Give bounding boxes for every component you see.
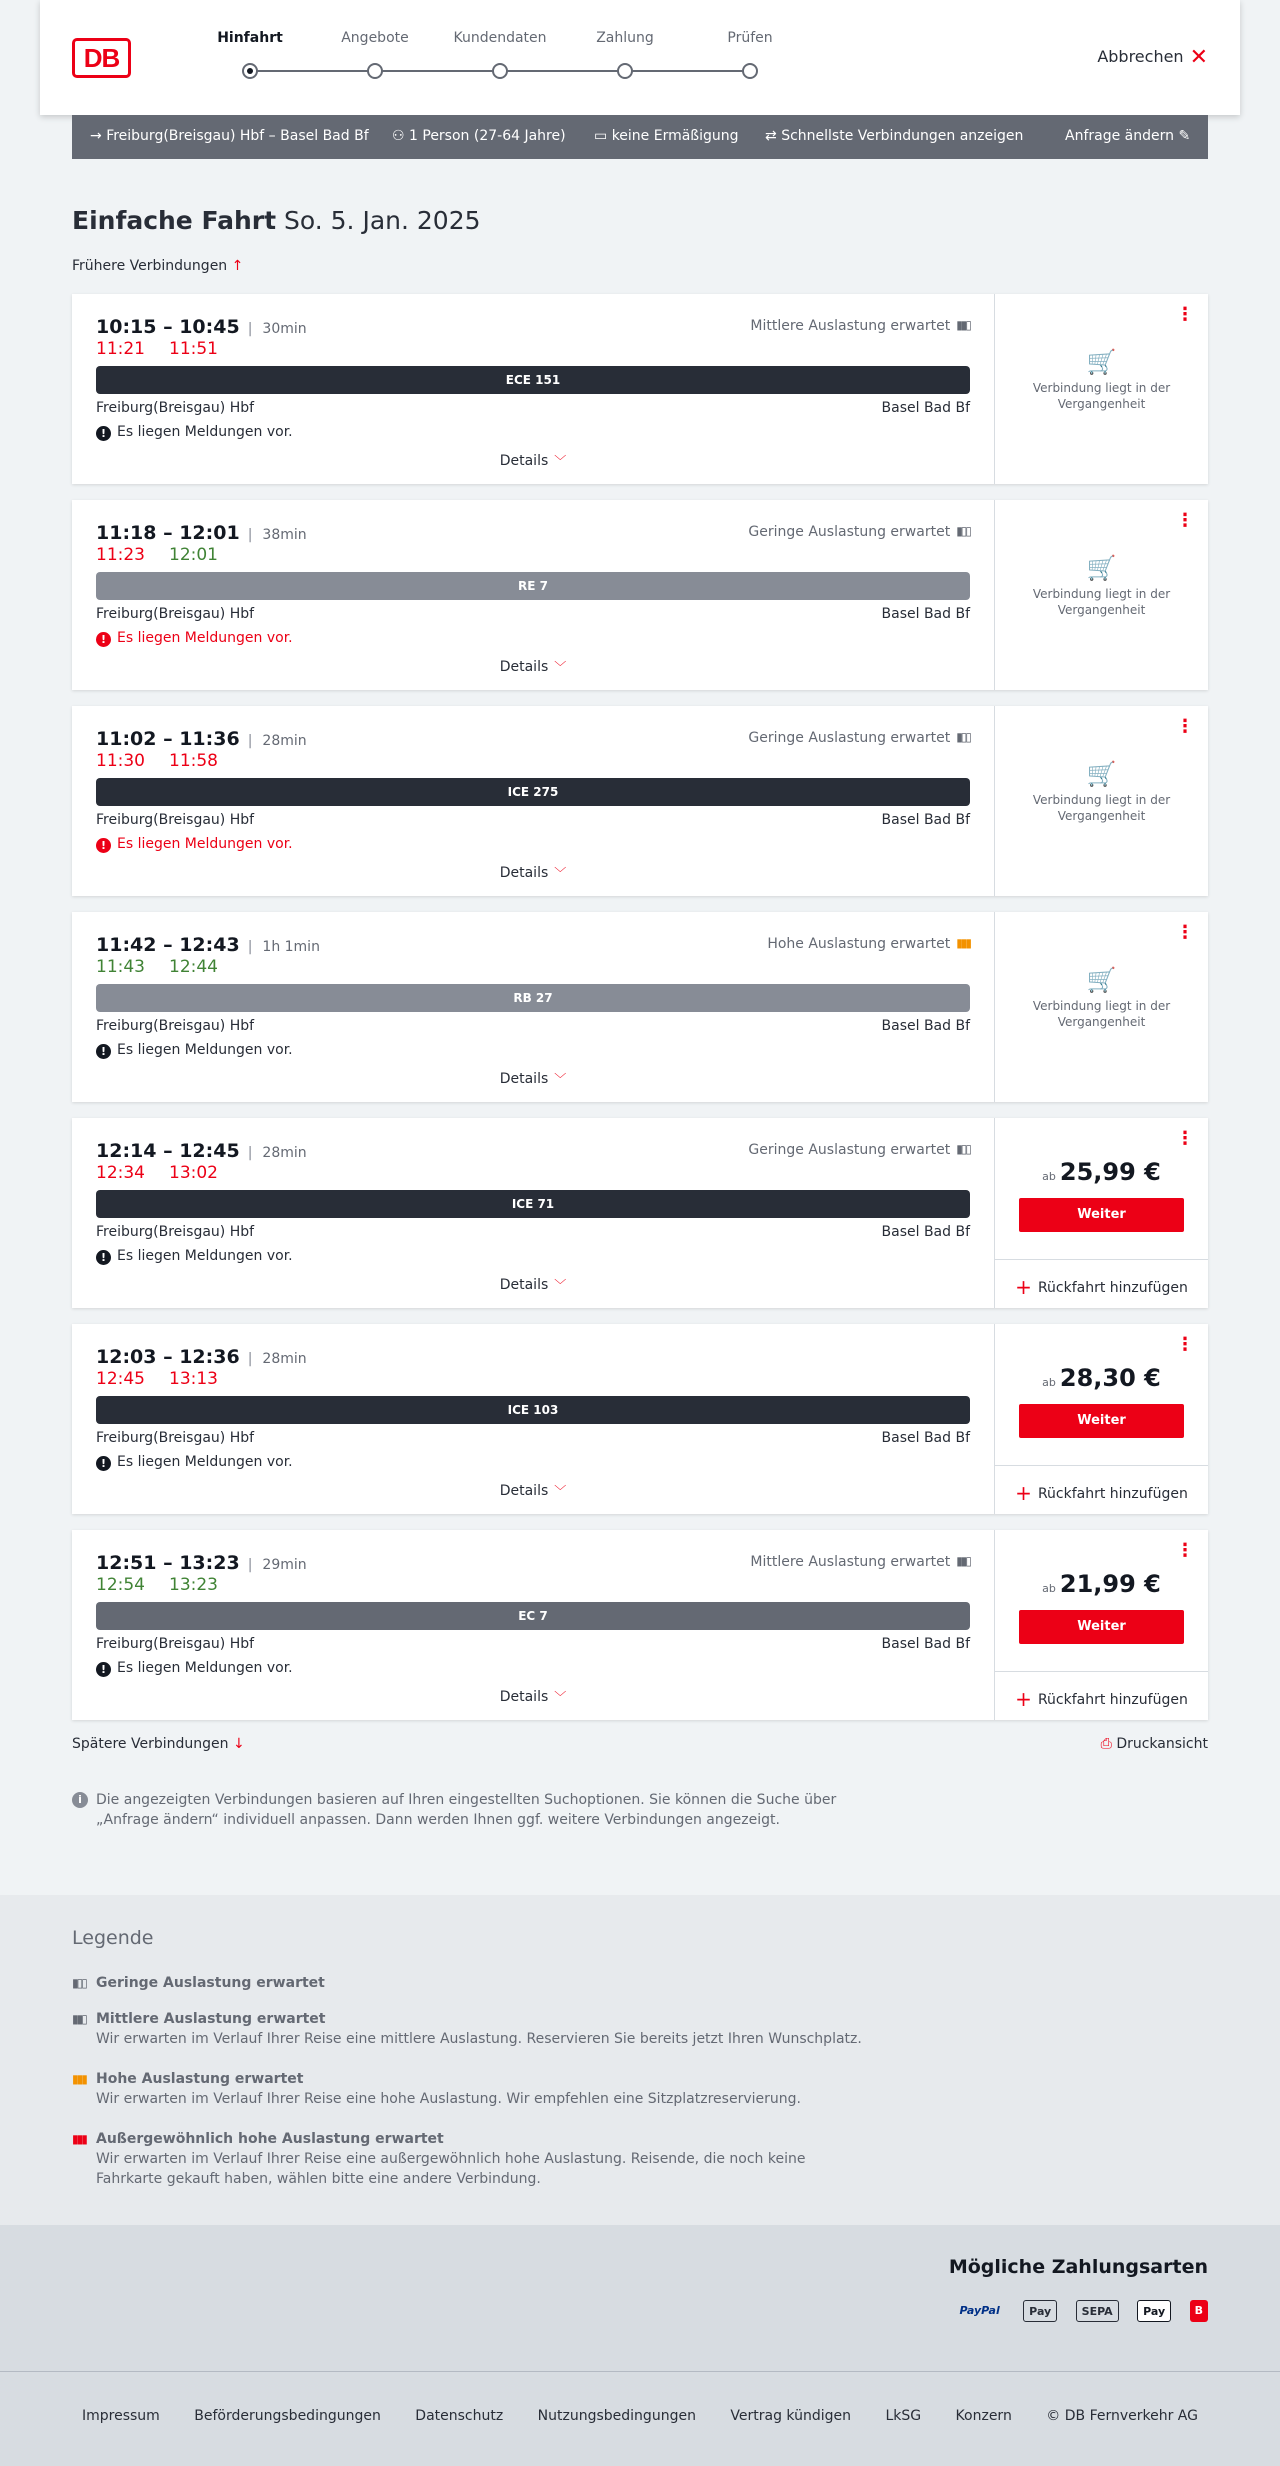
close-icon: ✕ <box>1189 45 1208 70</box>
cart-icon: 🛒 <box>1086 760 1117 788</box>
occupancy-indicator <box>748 524 970 540</box>
stations <box>96 400 970 416</box>
step-label: Kundendaten <box>453 30 547 46</box>
card-icon: ▭ <box>594 128 612 144</box>
train-bar[interactable]: RE 7 <box>96 572 970 600</box>
planned-times: 12:14 – 12:45 <box>96 1140 240 1162</box>
legend-title: Legende <box>72 1927 154 1949</box>
offer-panel <box>995 912 1208 1102</box>
passenger-summary <box>392 128 566 144</box>
return-divider <box>995 1259 1208 1260</box>
occupancy-text: Geringe Auslastung erwartet <box>748 524 951 540</box>
stations <box>96 1224 970 1240</box>
realtime-departure: 12:54 <box>96 1575 145 1595</box>
exclamation-icon: ! <box>96 426 111 441</box>
legend-item-title: Mittlere Auslastung erwartet <box>96 2011 326 2027</box>
step-label: Angebote <box>341 30 409 46</box>
realtime-arrival: 13:13 <box>169 1369 218 1389</box>
chevron-down-icon: ﹀ <box>554 454 567 468</box>
load-medium-icon: ▮▮▯ <box>956 318 970 332</box>
connection-card[interactable] <box>72 706 1208 896</box>
plus-icon: + <box>1015 1687 1032 1711</box>
later-connections-link[interactable] <box>72 1736 245 1752</box>
legend-item-title: Außergewöhnlich hohe Auslastung erwartet <box>96 2131 444 2147</box>
printer-icon: ⎙ <box>1100 1736 1112 1752</box>
step-hinfahrt[interactable] <box>195 30 305 52</box>
step-dot <box>492 63 508 79</box>
connection-info <box>96 500 970 690</box>
return-divider <box>995 1671 1208 1672</box>
destination-station: Basel Bad Bf <box>881 606 970 622</box>
realtime-departure: 11:43 <box>96 957 145 977</box>
trip-date: So. 5. Jan. 2025 <box>284 206 481 235</box>
occupancy-indicator <box>767 936 970 952</box>
details-label: Details <box>499 659 549 675</box>
exclamation-icon: ! <box>96 1250 111 1265</box>
realtime-departure: 12:45 <box>96 1369 145 1389</box>
realtime-arrival: 12:01 <box>169 545 218 565</box>
connection-info <box>96 1324 970 1514</box>
footer-link-datenschutz[interactable]: Datenschutz <box>415 2408 504 2424</box>
step-zahlung <box>570 30 680 52</box>
more-options-icon[interactable]: ⋮ <box>1176 922 1194 943</box>
legend-item-extreme <box>72 2129 872 2189</box>
footer-link-kuendigen[interactable]: Vertrag kündigen <box>730 2408 851 2424</box>
step-kundendaten <box>445 30 555 52</box>
occupancy-indicator <box>750 318 970 334</box>
notice-text: Es liegen Meldungen vor. <box>117 1248 293 1264</box>
plus-icon: + <box>1015 1275 1032 1299</box>
later-label: Spätere Verbindungen <box>72 1736 229 1752</box>
load-low-icon: ▮▯▯ <box>72 1976 86 1990</box>
duration: | 1h 1min <box>248 939 320 955</box>
legend-item-title: Geringe Auslastung erwartet <box>96 1975 325 1991</box>
connection-info <box>96 294 970 484</box>
step-label: Hinfahrt <box>217 30 283 46</box>
load-extreme-icon: ▮▮▮ <box>72 2132 86 2146</box>
destination-station: Basel Bad Bf <box>881 400 970 416</box>
details-toggle[interactable] <box>96 1276 970 1293</box>
offer-panel <box>995 500 1208 690</box>
destination-station: Basel Bad Bf <box>881 1018 970 1034</box>
notice-message <box>96 630 293 647</box>
change-request-label: Anfrage ändern <box>1065 128 1174 144</box>
duration: | 28min <box>248 1351 307 1367</box>
planned-times: 11:18 – 12:01 <box>96 522 240 544</box>
planned-times: 12:03 – 12:36 <box>96 1346 240 1368</box>
load-high-icon: ▮▮▮ <box>956 936 970 950</box>
realtime-times <box>96 339 242 359</box>
notice-text: Es liegen Meldungen vor. <box>117 1042 293 1058</box>
return-divider <box>995 1465 1208 1466</box>
connection-card[interactable] <box>72 1324 1208 1514</box>
legend-item-medium <box>72 2009 872 2049</box>
offer-panel <box>995 706 1208 896</box>
legend-item-low <box>72 1973 872 1993</box>
contactless-pay-icon: Pay <box>1023 2300 1057 2322</box>
details-label: Details <box>499 1071 549 1087</box>
add-return-button[interactable] <box>995 1687 1208 1711</box>
search-summary-bar <box>72 115 1208 159</box>
offer-panel <box>995 1530 1208 1720</box>
past-label: Verbindung liegt in der Vergangenheit <box>1032 587 1171 617</box>
duration: | 28min <box>248 1145 307 1161</box>
details-toggle[interactable] <box>96 658 970 675</box>
train-bar[interactable]: EC 7 <box>96 1602 970 1630</box>
connection-card[interactable] <box>72 1118 1208 1308</box>
past-connection-note <box>995 554 1208 618</box>
realtime-times <box>96 957 242 977</box>
passenger-text: 1 Person (27-64 Jahre) <box>409 128 566 144</box>
realtime-arrival: 12:44 <box>169 957 218 977</box>
progress-steps <box>195 30 795 90</box>
footer-links <box>0 2408 1280 2424</box>
info-note <box>72 1790 852 1830</box>
arrow-up-icon: ↑ <box>231 258 244 274</box>
duration: | 28min <box>248 733 307 749</box>
planned-times: 11:42 – 12:43 <box>96 934 240 956</box>
connection-info <box>96 1530 970 1720</box>
plus-icon: + <box>1015 1481 1032 1505</box>
step-pruefen <box>695 30 805 52</box>
change-request-button[interactable] <box>1065 128 1190 144</box>
more-options-icon[interactable]: ⋮ <box>1176 1128 1194 1149</box>
print-view-link[interactable] <box>1101 1736 1208 1752</box>
duration: | 29min <box>248 1557 307 1573</box>
footer-copyright: © DB Fernverkehr AG <box>1046 2408 1198 2424</box>
destination-station: Basel Bad Bf <box>881 1224 970 1240</box>
step-dot <box>742 63 758 79</box>
realtime-times <box>96 1369 242 1389</box>
details-toggle[interactable] <box>96 1688 970 1705</box>
realtime-times <box>96 1575 242 1595</box>
connection-times <box>96 316 307 338</box>
cancel-button[interactable] <box>1097 45 1208 70</box>
load-low-icon: ▮▯▯ <box>956 524 970 538</box>
cart-icon: 🛒 <box>1086 348 1117 376</box>
details-label: Details <box>499 1277 549 1293</box>
more-options-icon[interactable]: ⋮ <box>1176 510 1194 531</box>
stations <box>96 606 970 622</box>
details-toggle[interactable] <box>96 1070 970 1087</box>
sepa-icon: SEPA <box>1076 2300 1119 2322</box>
stations <box>96 1018 970 1034</box>
details-label: Details <box>499 1483 549 1499</box>
notice-text: Es liegen Meldungen vor. <box>117 1660 293 1676</box>
price-value: 28,30 € <box>1059 1364 1161 1392</box>
origin-station: Freiburg(Breisgau) Hbf <box>96 400 255 416</box>
return-label: Rückfahrt hinzufügen <box>1037 1486 1188 1502</box>
occupancy-indicator <box>748 730 970 746</box>
step-dot <box>617 63 633 79</box>
step-label: Prüfen <box>727 30 773 46</box>
realtime-arrival: 13:23 <box>169 1575 218 1595</box>
past-label: Verbindung liegt in der Vergangenheit <box>1032 381 1171 411</box>
occupancy-text: Hohe Auslastung erwartet <box>767 936 951 952</box>
details-toggle[interactable] <box>96 1482 970 1499</box>
earlier-label: Frühere Verbindungen <box>72 258 228 274</box>
details-label: Details <box>499 453 549 469</box>
load-low-icon: ▮▯▯ <box>956 1142 970 1156</box>
cart-icon: 🛒 <box>1086 554 1117 582</box>
connection-card[interactable] <box>72 912 1208 1102</box>
cancel-label: Abbrechen <box>1097 47 1184 66</box>
chevron-down-icon: ﹀ <box>554 1690 567 1704</box>
load-high-icon: ▮▮▮ <box>72 2072 86 2086</box>
past-connection-note <box>995 966 1208 1030</box>
return-label: Rückfahrt hinzufügen <box>1037 1280 1188 1296</box>
connection-times <box>96 1140 307 1162</box>
payment-methods <box>941 2300 1208 2322</box>
destination-station: Basel Bad Bf <box>881 1636 970 1652</box>
legend-item-text: Wir erwarten im Verlauf Ihrer Reise eine außergewöhnlich hohe Auslastung. Reisende, die noch keine Fahrkarte gekauft haben, wählen bitte eine andere Verbindung. <box>96 2151 806 2187</box>
chevron-down-icon: ﹀ <box>554 1072 567 1086</box>
realtime-departure: 11:21 <box>96 339 145 359</box>
info-text: Die angezeigten Verbindungen basieren auf Ihren eingestellten Suchoptionen. Sie können die Suche über „Anfrage ändern“ individuell anpassen. Dann werden Ihnen ggf. weitere Verbindungen angezeigt. <box>96 1792 837 1828</box>
more-options-icon[interactable]: ⋮ <box>1176 716 1194 737</box>
person-icon: ⚇ <box>392 128 410 144</box>
more-options-icon[interactable]: ⋮ <box>1176 1334 1194 1355</box>
fastest-text: Schnellste Verbindungen anzeigen <box>781 128 1024 144</box>
add-return-button[interactable] <box>995 1275 1208 1299</box>
occupancy-text: Geringe Auslastung erwartet <box>748 1142 951 1158</box>
header <box>40 0 1240 115</box>
fastest-toggle[interactable] <box>765 128 1023 144</box>
realtime-times <box>96 751 242 771</box>
chevron-down-icon: ﹀ <box>554 1278 567 1292</box>
details-label: Details <box>499 865 549 881</box>
connection-info <box>96 706 970 896</box>
exclamation-icon: ! <box>96 1456 111 1471</box>
legend-item-title: Hohe Auslastung erwartet <box>96 2071 304 2087</box>
cart-icon: 🛒 <box>1086 966 1117 994</box>
past-label: Verbindung liegt in der Vergangenheit <box>1032 999 1171 1029</box>
occupancy-indicator <box>748 1142 970 1158</box>
discount-summary <box>594 128 739 144</box>
chevron-down-icon: ﹀ <box>554 660 567 674</box>
price <box>995 1158 1208 1186</box>
notice-message <box>96 1248 293 1265</box>
stations <box>96 812 970 828</box>
realtime-times <box>96 1163 242 1183</box>
add-return-button[interactable] <box>995 1481 1208 1505</box>
step-dot <box>367 63 383 79</box>
origin-station: Freiburg(Breisgau) Hbf <box>96 1224 255 1240</box>
destination-station: Basel Bad Bf <box>881 812 970 828</box>
details-toggle[interactable] <box>96 452 970 469</box>
arrow-down-icon: ↓ <box>232 1736 245 1752</box>
connection-card[interactable] <box>72 500 1208 690</box>
weiter-button[interactable]: Weiter <box>1019 1404 1184 1438</box>
notice-text: Es liegen Meldungen vor. <box>117 1454 293 1470</box>
route-text: Freiburg(Breisgau) Hbf – Basel Bad Bf <box>106 128 369 144</box>
payment-section <box>0 2225 1280 2371</box>
chevron-down-icon: ﹀ <box>554 866 567 880</box>
footer-link-lksg[interactable]: LkSG <box>885 2408 922 2424</box>
info-icon: i <box>72 1792 88 1808</box>
realtime-departure: 11:23 <box>96 545 145 565</box>
price-value: 25,99 € <box>1059 1158 1161 1186</box>
legend-item-text: Wir erwarten im Verlauf Ihrer Reise eine hohe Auslastung. Wir empfehlen eine Sitzplatzreservierung. <box>96 2091 801 2107</box>
print-label: Druckansicht <box>1116 1736 1208 1752</box>
weiter-button[interactable]: Weiter <box>1019 1610 1184 1644</box>
details-toggle[interactable] <box>96 864 970 881</box>
swap-icon: ⇄ <box>765 128 782 144</box>
exclamation-icon: ! <box>96 632 111 647</box>
duration: | 30min <box>248 321 307 337</box>
pencil-icon: ✎ <box>1174 128 1191 144</box>
planned-times: 11:02 – 11:36 <box>96 728 240 750</box>
step-angebote <box>320 30 430 52</box>
step-dot <box>242 63 258 79</box>
legend-item-high <box>72 2069 872 2109</box>
origin-station: Freiburg(Breisgau) Hbf <box>96 1430 255 1446</box>
train-bar[interactable]: ICE 275 <box>96 778 970 806</box>
connection-times <box>96 1552 307 1574</box>
load-medium-icon: ▮▮▯ <box>72 2012 86 2026</box>
realtime-departure: 11:30 <box>96 751 145 771</box>
price-value: 21,99 € <box>1059 1570 1161 1598</box>
footer-link-nutzung[interactable]: Nutzungsbedingungen <box>537 2408 696 2424</box>
realtime-arrival: 11:58 <box>169 751 218 771</box>
realtime-arrival: 11:51 <box>169 339 218 359</box>
origin-station: Freiburg(Breisgau) Hbf <box>96 1636 255 1652</box>
footer-link-konzern[interactable]: Konzern <box>955 2408 1012 2424</box>
footer-link-impressum[interactable]: Impressum <box>82 2408 160 2424</box>
chevron-down-icon: ﹀ <box>554 1484 567 1498</box>
connection-card[interactable] <box>72 1530 1208 1720</box>
offer-panel <box>995 1324 1208 1514</box>
past-connection-note <box>995 760 1208 824</box>
legend-item-text: Wir erwarten im Verlauf Ihrer Reise eine mittlere Auslastung. Reservieren Sie bereits jetzt Ihren Wunschplatz. <box>96 2031 862 2047</box>
details-label: Details <box>499 1689 549 1705</box>
past-label: Verbindung liegt in der Vergangenheit <box>1032 793 1171 823</box>
earlier-connections-link[interactable] <box>72 258 243 274</box>
occupancy-indicator <box>750 1554 970 1570</box>
db-bahncard-icon: B <box>1190 2300 1208 2322</box>
planned-times: 10:15 – 10:45 <box>96 316 240 338</box>
notice-message <box>96 424 293 441</box>
stations <box>96 1430 970 1446</box>
paypal-icon: PayPal <box>959 2304 1000 2317</box>
connection-info <box>96 912 970 1102</box>
notice-message <box>96 1660 293 1677</box>
more-options-icon[interactable]: ⋮ <box>1176 304 1194 325</box>
arrow-right-icon: → <box>90 128 107 144</box>
more-options-icon[interactable]: ⋮ <box>1176 1540 1194 1561</box>
occupancy-text: Mittlere Auslastung erwartet <box>750 318 951 334</box>
planned-times: 12:51 – 13:23 <box>96 1552 240 1574</box>
destination-station: Basel Bad Bf <box>881 1430 970 1446</box>
offer-panel <box>995 294 1208 484</box>
load-low-icon: ▮▯▯ <box>956 730 970 744</box>
footer-link-befoerderung[interactable]: Beförderungsbedingungen <box>194 2408 381 2424</box>
price <box>995 1364 1208 1392</box>
notice-text: Es liegen Meldungen vor. <box>117 836 293 852</box>
page-title <box>72 206 481 235</box>
origin-station: Freiburg(Breisgau) Hbf <box>96 1018 255 1034</box>
exclamation-icon: ! <box>96 1044 111 1059</box>
connection-times <box>96 522 307 544</box>
duration: | 38min <box>248 527 307 543</box>
apple-pay-icon: Pay <box>1137 2300 1171 2322</box>
offer-panel <box>995 1118 1208 1308</box>
trip-type: Einfache Fahrt <box>72 206 277 235</box>
load-medium-icon: ▮▮▯ <box>956 1554 970 1568</box>
stations <box>96 1636 970 1652</box>
price-prefix: ab <box>1042 1376 1056 1389</box>
step-label: Zahlung <box>596 30 654 46</box>
train-bar[interactable]: ECE 151 <box>96 366 970 394</box>
train-bar[interactable]: RB 27 <box>96 984 970 1012</box>
origin-station: Freiburg(Breisgau) Hbf <box>96 606 255 622</box>
route-summary <box>90 128 369 144</box>
occupancy-text: Mittlere Auslastung erwartet <box>750 1554 951 1570</box>
origin-station: Freiburg(Breisgau) Hbf <box>96 812 255 828</box>
return-label: Rückfahrt hinzufügen <box>1037 1692 1188 1708</box>
price-prefix: ab <box>1042 1582 1056 1595</box>
realtime-times <box>96 545 242 565</box>
connection-times <box>96 728 307 750</box>
weiter-button[interactable]: Weiter <box>1019 1198 1184 1232</box>
exclamation-icon: ! <box>96 838 111 853</box>
occupancy-text: Geringe Auslastung erwartet <box>748 730 951 746</box>
notice-message <box>96 1454 293 1471</box>
notice-text: Es liegen Meldungen vor. <box>117 424 293 440</box>
payment-title: Mögliche Zahlungsarten <box>948 2256 1208 2278</box>
exclamation-icon: ! <box>96 1662 111 1677</box>
connection-info <box>96 1118 970 1308</box>
train-bar[interactable]: ICE 103 <box>96 1396 970 1424</box>
realtime-arrival: 13:02 <box>169 1163 218 1183</box>
db-logo[interactable]: DB <box>72 38 131 78</box>
discount-text: keine Ermäßigung <box>611 128 739 144</box>
realtime-departure: 12:34 <box>96 1163 145 1183</box>
notice-message <box>96 1042 293 1059</box>
connection-times <box>96 934 320 956</box>
connection-card[interactable] <box>72 294 1208 484</box>
connection-times <box>96 1346 307 1368</box>
price <box>995 1570 1208 1598</box>
notice-message <box>96 836 293 853</box>
past-connection-note <box>995 348 1208 412</box>
train-bar[interactable]: ICE 71 <box>96 1190 970 1218</box>
notice-text: Es liegen Meldungen vor. <box>117 630 293 646</box>
price-prefix: ab <box>1042 1170 1056 1183</box>
